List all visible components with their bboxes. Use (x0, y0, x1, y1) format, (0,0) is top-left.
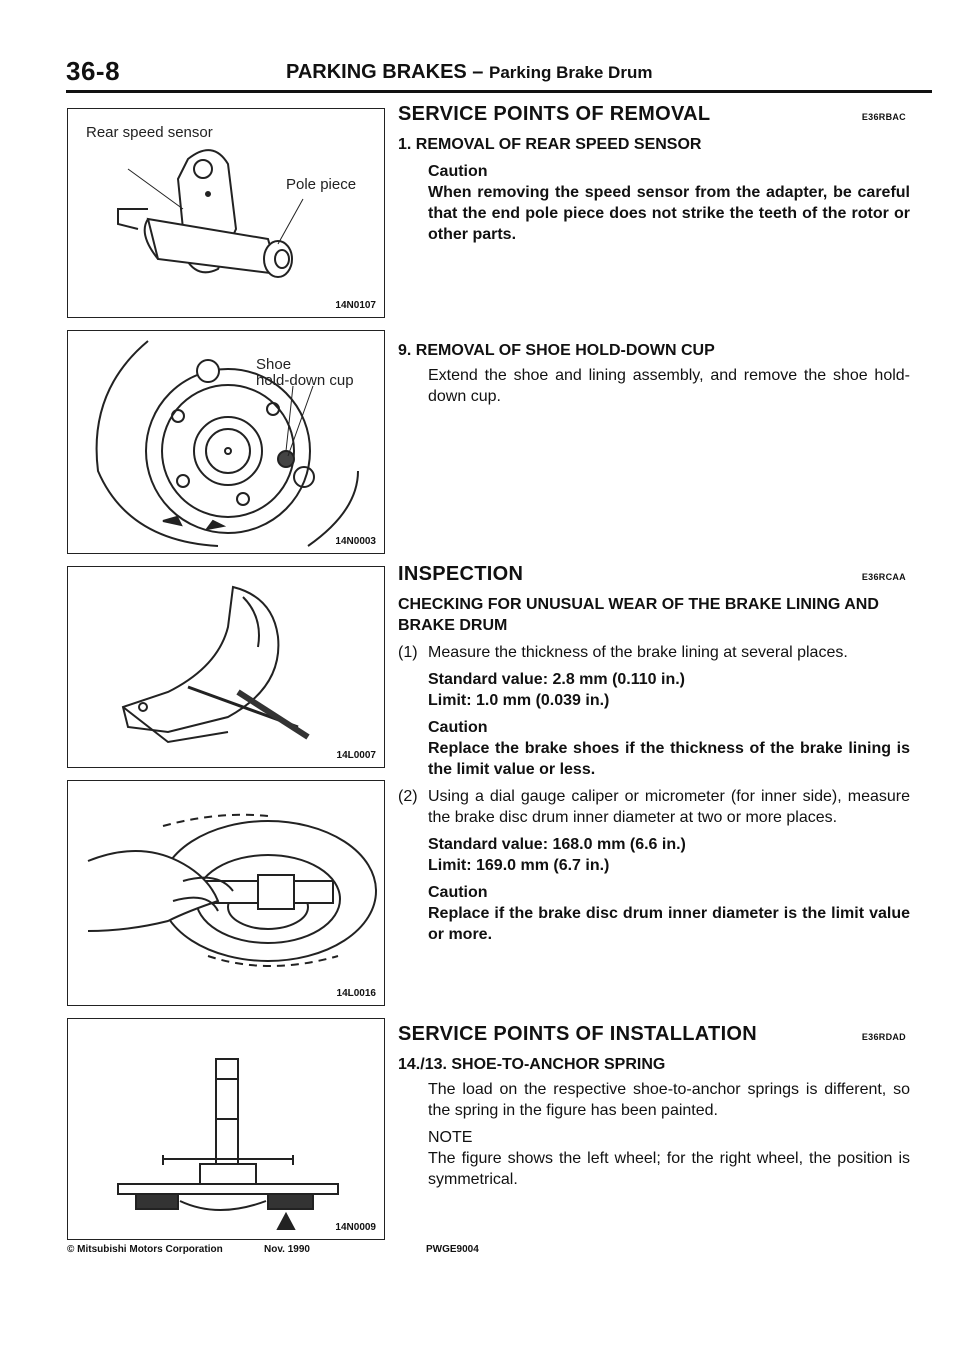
installation-heading (398, 1024, 910, 1048)
inspection-step2 (398, 786, 910, 828)
step1-number: (1) (398, 644, 418, 661)
step1-limit: Limit: 1.0 mm (0.039 in.) (428, 692, 610, 709)
step1-standard: Standard value: 2.8 mm (0.110 in.) (428, 671, 685, 688)
page-title (286, 61, 652, 84)
removal-item9-title: 9. REMOVAL OF SHOE HOLD-DOWN CUP (398, 342, 715, 359)
drum-micrometer-illustration (68, 781, 384, 1005)
figure-anchor-spring (67, 1018, 385, 1240)
figure-code: 14N0009 (335, 1222, 376, 1233)
removal-code: E36RBAC (861, 112, 906, 122)
figure-speed-sensor (67, 108, 385, 318)
figure-code: 14N0003 (335, 536, 376, 547)
installation-item-title: 14./13. SHOE-TO-ANCHOR SPRING (398, 1056, 666, 1073)
step1-caution-label: Caution (428, 719, 488, 736)
inspection-step1 (398, 642, 910, 663)
step2-number: (2) (398, 788, 418, 805)
removal-item1-caution-label: Caution (428, 163, 488, 180)
figure-lining-measurement (67, 566, 385, 768)
inspection-subtitle: CHECKING FOR UNUSUAL WEAR OF THE BRAKE LINING AND BRAKE DRUM (398, 596, 879, 634)
removal-heading (398, 104, 910, 128)
page-number: 36-8 (66, 56, 121, 86)
step2-caution-label: Caution (428, 884, 488, 901)
footer-doc-code: PWGE9004 (426, 1244, 479, 1255)
figure-drum-measurement (67, 780, 385, 1006)
anchor-spring-illustration (68, 1019, 384, 1239)
step2-caution-text: Replace if the brake disc drum inner diameter is the limit value or more. (428, 905, 910, 943)
figure-hold-down-cup (67, 330, 385, 554)
step1-caution-text: Replace the brake shoes if the thickness of the brake lining is the limit value or less. (428, 740, 910, 778)
brake-assembly-illustration (68, 331, 384, 553)
lining-caliper-illustration (68, 567, 384, 767)
step1-text: Measure the thickness of the brake lining at several places. (428, 644, 848, 661)
removal-item9-text: Extend the shoe and lining assembly, and remove the shoe hold-down cup. (428, 367, 910, 405)
section-removal (398, 104, 910, 245)
installation-code: E36RDAD (861, 1032, 906, 1042)
inspection-heading (398, 564, 910, 588)
label-shoe: Shoe (256, 356, 292, 373)
section-inspection (398, 564, 910, 945)
removal-item1-title: 1. REMOVAL OF REAR SPEED SENSOR (398, 136, 702, 153)
figure-code: 14L0016 (336, 988, 376, 999)
removal-title: SERVICE POINTS OF REMOVAL (398, 103, 711, 125)
section-title: PARKING BRAKES – (286, 61, 484, 83)
step2-text: Using a dial gauge caliper or micrometer (for inner side), measure the brake disc drum inner diameter at two or more places. (428, 788, 910, 826)
step2-limit: Limit: 169.0 mm (6.7 in.) (428, 857, 610, 874)
installation-item-text: The load on the respective shoe-to-anchor springs is different, so the spring in the figure has been painted. (428, 1081, 910, 1119)
label-hold-down-cup: hold-down cup (256, 372, 354, 389)
footer-copyright: © Mitsubishi Motors Corporation (67, 1244, 223, 1255)
page-header (66, 56, 932, 90)
footer-date: Nov. 1990 (264, 1244, 310, 1255)
header-rule (66, 90, 932, 93)
figure-code: 14N0107 (335, 300, 376, 311)
label-pole-piece: Pole piece (286, 176, 357, 193)
section-installation (398, 1024, 910, 1190)
figure-code: 14L0007 (336, 750, 376, 761)
removal-item1-caution-text: When removing the speed sensor from the adapter, be careful that the end pole piece does not strike the teeth of the rotor or other parts. (428, 184, 910, 243)
subsection-title: Parking Brake Drum (489, 63, 653, 82)
inspection-code: E36RCAA (861, 572, 906, 582)
installation-note-label: NOTE (428, 1129, 473, 1146)
installation-title: SERVICE POINTS OF INSTALLATION (398, 1023, 758, 1045)
installation-note-text: The figure shows the left wheel; for the right wheel, the position is symmetrical. (428, 1150, 910, 1188)
section-removal-item9 (398, 340, 910, 407)
label-rear-speed-sensor: Rear speed sensor (86, 124, 213, 141)
inspection-title: INSPECTION (398, 563, 524, 585)
step2-standard: Standard value: 168.0 mm (6.6 in.) (428, 836, 686, 853)
